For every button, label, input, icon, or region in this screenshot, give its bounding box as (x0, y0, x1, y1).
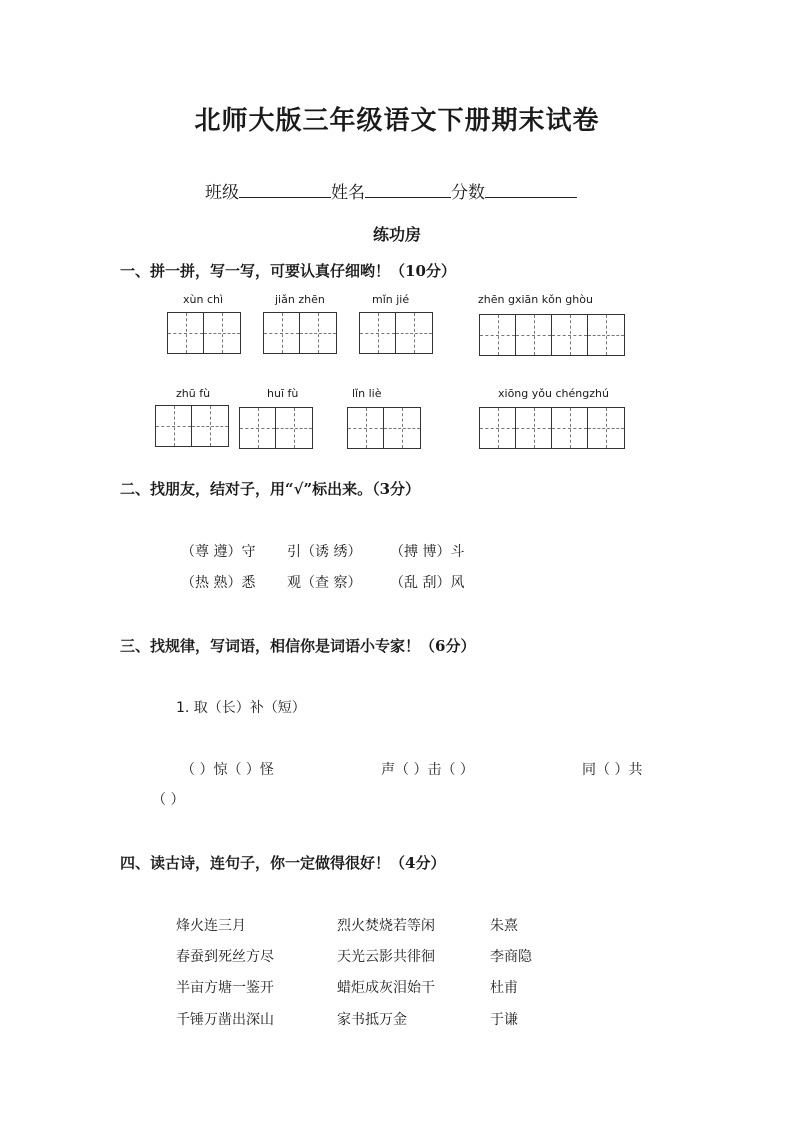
writing-cell[interactable] (264, 313, 300, 353)
poem-line[interactable]: 家书抵万金 (337, 1012, 407, 1028)
poet-name[interactable]: 朱熹 (490, 918, 518, 934)
student-info-line (205, 178, 577, 203)
pinyin-label: zhū fù (176, 387, 211, 400)
subtitle: 练功房 (372, 225, 421, 244)
section-3-heading: 三、找规律，写词语，相信你是词语小专家！（6分） (120, 637, 476, 655)
poem-line[interactable]: 蜡炬成灰泪始干 (337, 980, 435, 996)
word-pair[interactable]: （热 熟）悉 (181, 575, 256, 591)
name-label: 姓名 (331, 183, 365, 203)
fill-in-item[interactable]: （ ） (152, 792, 185, 808)
writing-grid[interactable] (479, 314, 625, 356)
writing-cell[interactable] (300, 313, 336, 353)
writing-cell[interactable] (480, 315, 516, 355)
writing-cell[interactable] (552, 315, 588, 355)
writing-cell[interactable] (192, 406, 228, 446)
writing-grid[interactable] (239, 407, 313, 449)
pinyin-label: zhēn gxiān kǒn ghòu (478, 293, 593, 306)
poem-line[interactable]: 千锤万凿出深山 (176, 1012, 274, 1028)
word-pair[interactable]: （搏 博）斗 (390, 544, 465, 560)
fill-in-item[interactable]: 声（ ）击（ ） (381, 762, 474, 778)
section-1-heading: 一、拼一拼，写一写，可要认真仔细哟！（10分） (120, 262, 456, 280)
writing-cell[interactable] (240, 408, 276, 448)
score-blank[interactable] (485, 179, 577, 198)
class-label: 班级 (205, 183, 239, 203)
fill-in-item[interactable]: 同（ ）共 (582, 762, 643, 778)
writing-grid[interactable] (263, 312, 337, 354)
writing-cell[interactable] (204, 313, 240, 353)
section-2-heading: 二、找朋友，结对子，用“√”标出来。（3分） (120, 480, 421, 498)
writing-grid[interactable] (167, 312, 241, 354)
poem-line[interactable]: 半亩方塘一鉴开 (176, 980, 274, 996)
word-pair[interactable]: 引（诱 绣） (287, 544, 362, 560)
pinyin-label: xiōng yǒu chéngzhú (498, 387, 609, 400)
writing-cell[interactable] (360, 313, 396, 353)
class-blank[interactable] (239, 179, 331, 198)
writing-grid[interactable] (155, 405, 229, 447)
writing-grid[interactable] (347, 407, 421, 449)
pinyin-label: huī fù (267, 387, 299, 400)
poet-name[interactable]: 李商隐 (490, 949, 532, 965)
pinyin-label: xùn chì (183, 293, 224, 306)
writing-cell[interactable] (168, 313, 204, 353)
poem-line[interactable]: 烽火连三月 (176, 918, 246, 934)
example-item: 1. 取（长）补（短） (176, 700, 306, 716)
page-title: 北师大版三年级语文下册期末试卷 (194, 106, 600, 136)
poem-line[interactable]: 烈火焚烧若等闲 (337, 918, 435, 934)
pinyin-label: lǐn liè (352, 387, 382, 400)
word-pair[interactable]: （乱 刮）风 (390, 575, 465, 591)
writing-cell[interactable] (516, 408, 552, 448)
name-blank[interactable] (365, 179, 451, 198)
section-4-heading: 四、读古诗，连句子，你一定做得很好！（4分） (120, 854, 446, 872)
poet-name[interactable]: 杜甫 (490, 980, 518, 996)
writing-cell[interactable] (348, 408, 384, 448)
writing-cell[interactable] (552, 408, 588, 448)
pinyin-label: jiǎn zhēn (275, 293, 325, 306)
writing-cell[interactable] (588, 408, 624, 448)
writing-cell[interactable] (384, 408, 420, 448)
poem-line[interactable]: 天光云影共徘徊 (337, 949, 435, 965)
fill-in-item[interactable]: （ ）惊（ ）怪 (181, 762, 274, 778)
writing-cell[interactable] (276, 408, 312, 448)
writing-cell[interactable] (396, 313, 432, 353)
writing-grid[interactable] (359, 312, 433, 354)
score-label: 分数 (451, 183, 485, 203)
writing-grid[interactable] (479, 407, 625, 449)
writing-cell[interactable] (588, 315, 624, 355)
poet-name[interactable]: 于谦 (490, 1012, 518, 1028)
writing-cell[interactable] (480, 408, 516, 448)
pinyin-label: mǐn jié (372, 293, 410, 306)
poem-line[interactable]: 春蚕到死丝方尽 (176, 949, 274, 965)
word-pair[interactable]: 观（查 察） (287, 575, 362, 591)
word-pair[interactable]: （尊 遵）守 (181, 544, 256, 560)
writing-cell[interactable] (516, 315, 552, 355)
writing-cell[interactable] (156, 406, 192, 446)
